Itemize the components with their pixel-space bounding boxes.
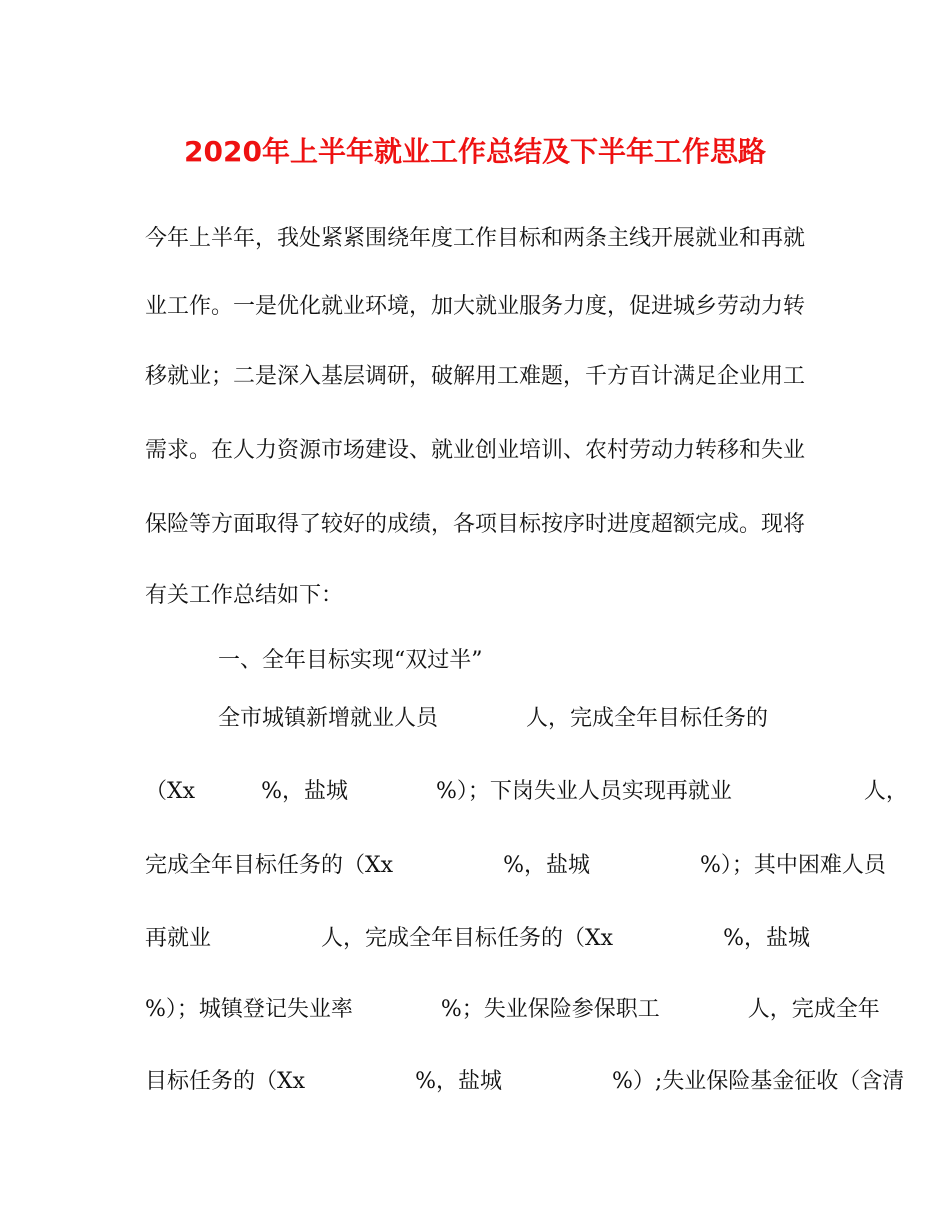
paragraph-line: 完成全年目标任务的（Xx %，盐城 %）；其中困难人员 [145, 853, 886, 878]
paragraph-line: 保险等方面取得了较好的成绩，各项目标按序时进度超额完成。现将 [145, 512, 806, 537]
paragraph-line: 移就业；二是深入基层调研，破解用工难题，千方百计满足企业用工 [145, 364, 806, 389]
paragraph-line: %）；城镇登记失业率 %；失业保险参保职工 人，完成全年 [145, 997, 880, 1022]
paragraph-line: 有关工作总结如下： [145, 583, 344, 608]
section-heading: 一、全年目标实现“双过半” [218, 648, 483, 673]
paragraph-line: 需求。在人力资源市场建设、就业创业培训、农村劳动力转移和失业 [145, 438, 806, 463]
paragraph-line: 业工作。一是优化就业环境，加大就业服务力度，促进城乡劳动力转 [145, 294, 806, 319]
paragraph-line: 再就业 人，完成全年目标任务的（Xx %，盐城 [145, 926, 810, 951]
paragraph-line: （Xx %，盐城 %）；下岗失业人员实现再就业 人， [145, 779, 908, 804]
paragraph-line: 目标任务的（Xx %，盐城 %）;失业保险基金征收（含清 [145, 1069, 905, 1094]
paragraph-line: 今年上半年，我处紧紧围绕年度工作目标和两条主线开展就业和再就 [145, 226, 806, 251]
paragraph-line: 全市城镇新增就业人员 人，完成全年目标任务的 [218, 706, 769, 731]
document-title: 2020年上半年就业工作总结及下半年工作思路 [184, 135, 766, 168]
